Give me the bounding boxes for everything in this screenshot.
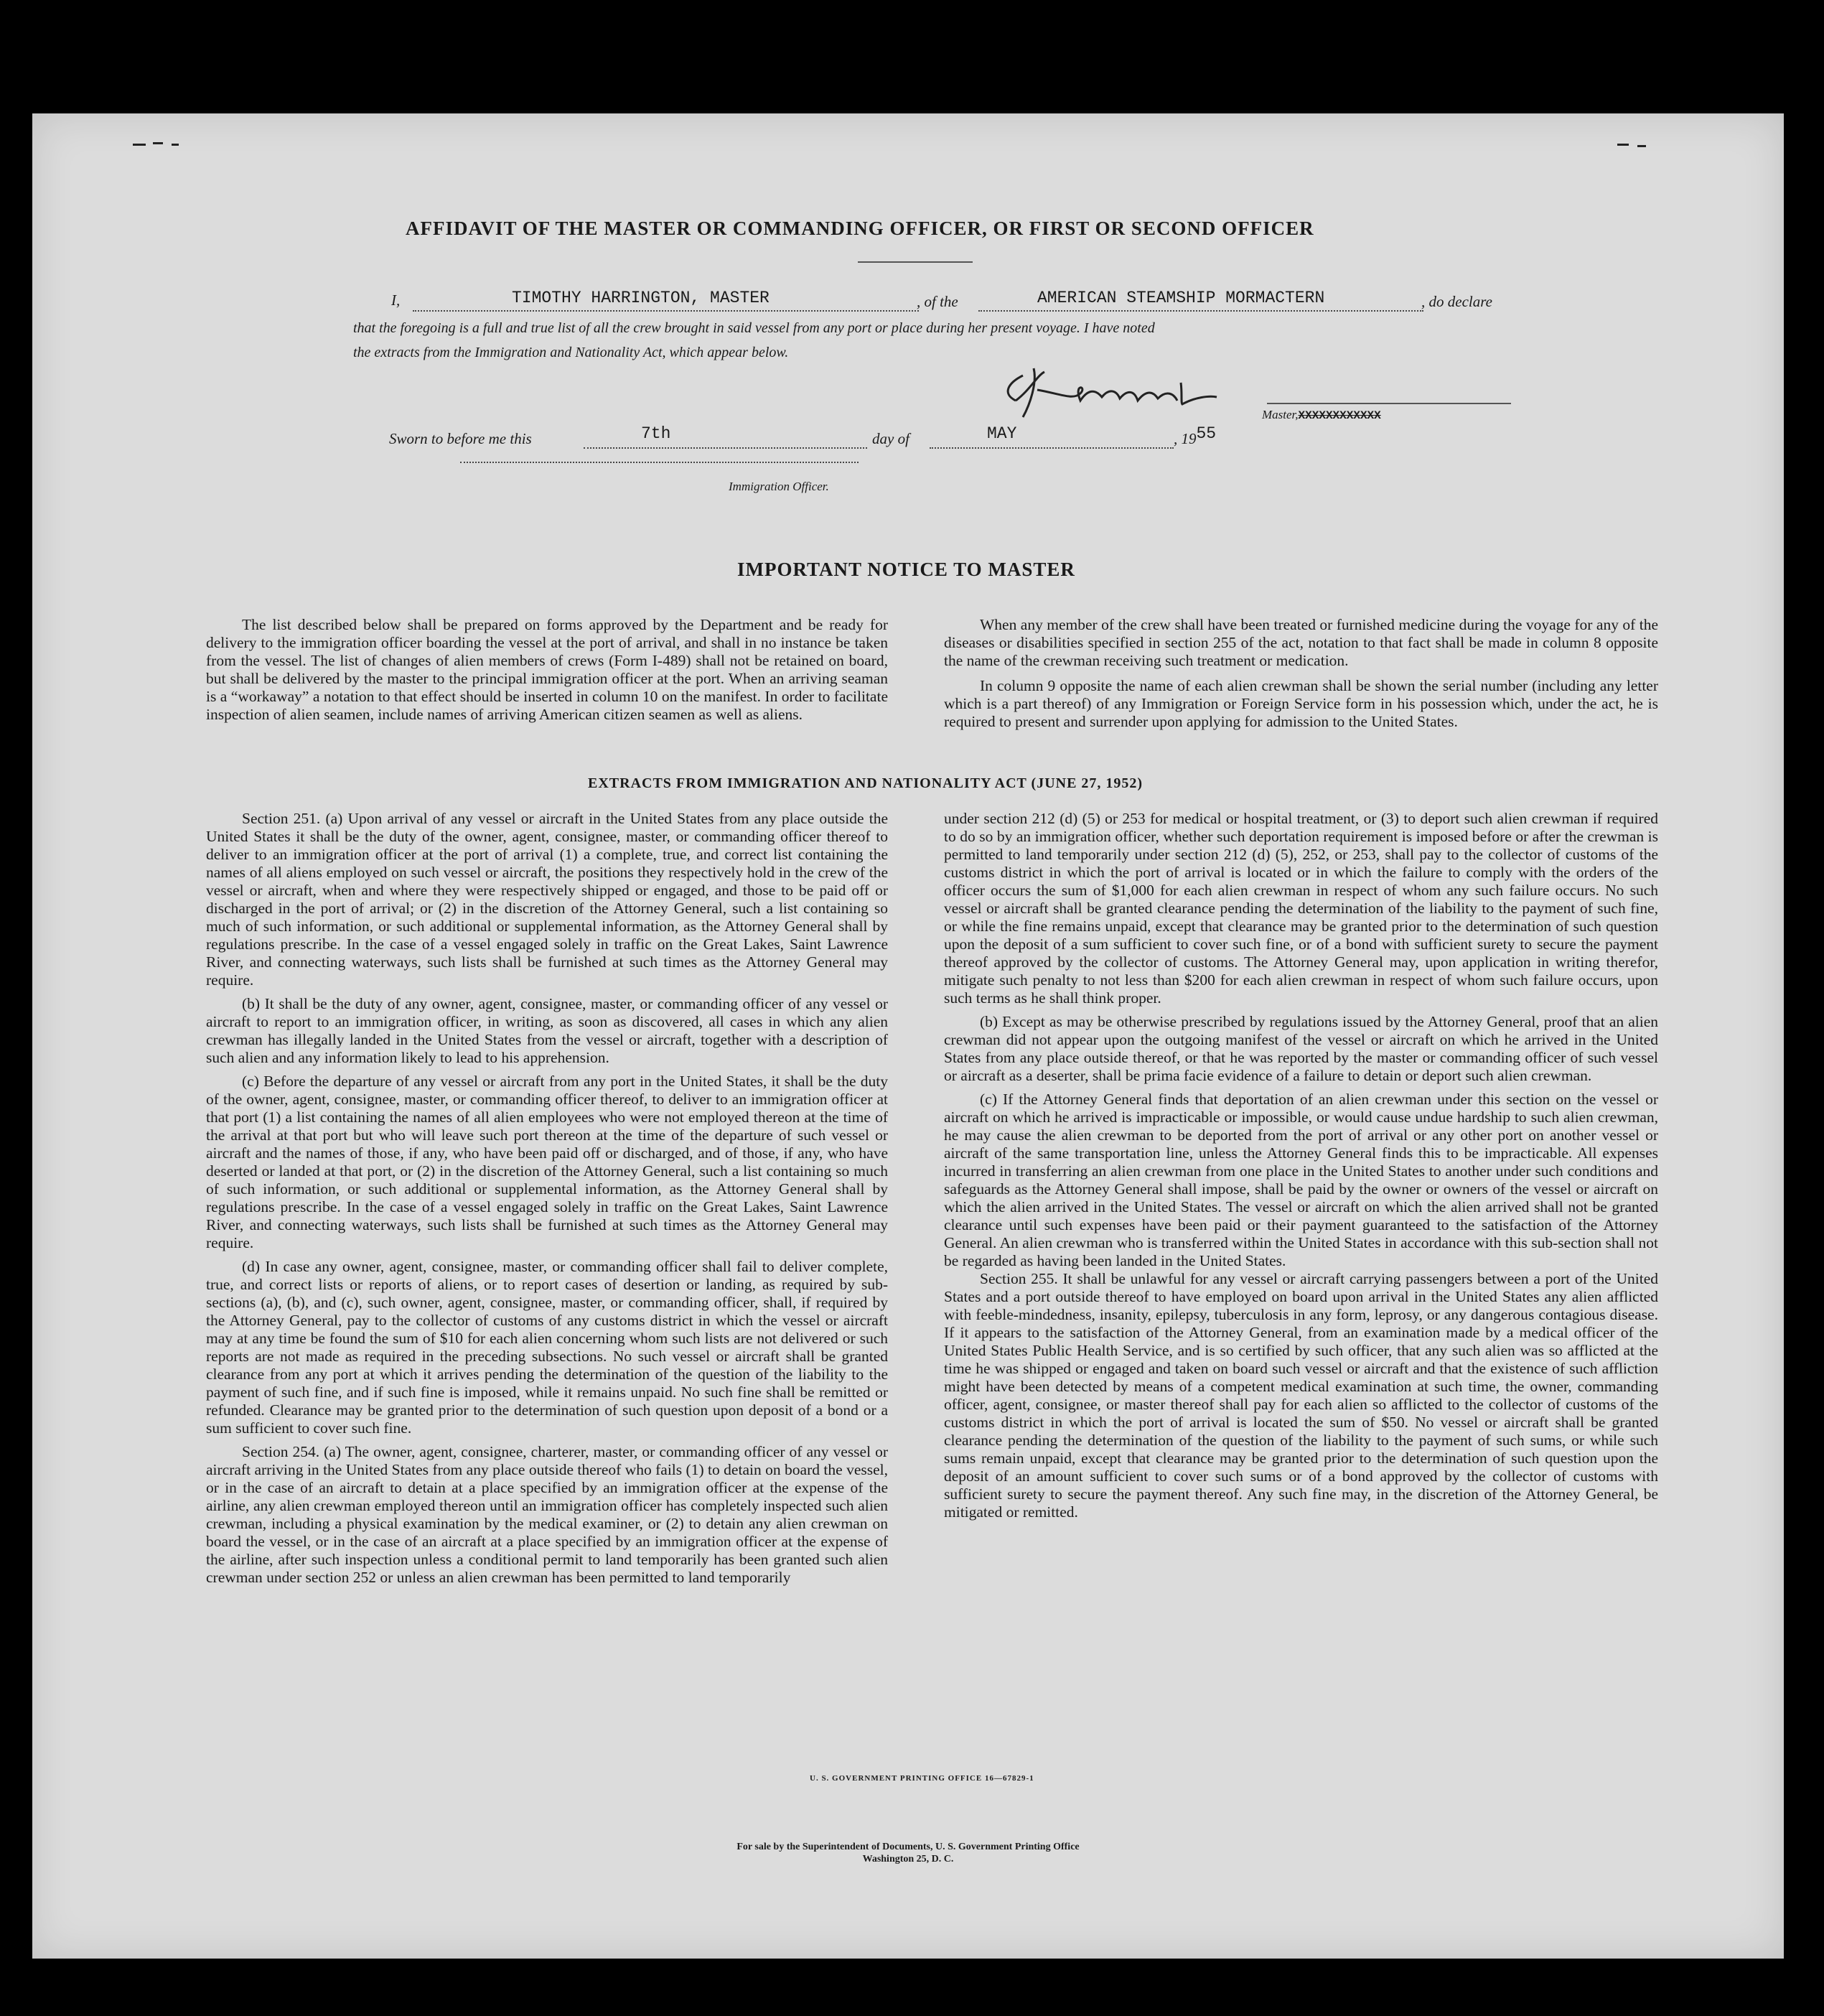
statement-line-2: the extracts from the Immigration and Nationality Act, which appear below. [353,345,789,360]
sworn-day-field [584,424,867,449]
section-254-c: (c) If the Attorney General finds that deportation of an alien crewman under this section on the vessel or aircraft on which he arrived is impracticable or impossible, or would cause undue hardship to such alien crewman, he may cause the alien crewman to be deported from the port of arrival or any other port on another vessel or aircraft of the same transportation line, unless the Attorney General finds this to be impracticable. All expenses incurred in transferring an alien crewman from one place in the United States to another under such conditions and safeguards as the Attorney General shall impose, shall be paid by the owner or owners of the vessel or aircraft on which the alien arrived in the United States. The vessel or aircraft on which the alien arrived shall not be granted clearance until such expenses have been paid or their payment guaranteed to the satisfaction of the Attorney General. An alien crewman who is transferred within the United States in accordance with this sub-section shall not be regarded as having been landed in the United States. [944,1091,1658,1269]
section-251-b: (b) It shall be the duty of any owner, agent, consignee, master, or commanding officer of any vessel or aircraft to report to an immigration officer, in writing, as soon as discovered, all cases in which any alien crewman has illegally landed in the United States from the vessel or aircraft, together with a description of such alien and any information likely to lead to his apprehension. [206,995,888,1066]
year-value: 55 [1196,424,1217,443]
declaration-line [391,291,400,309]
year-label: , 1955 [1174,424,1217,447]
vessel-field [978,289,1423,312]
margin-mark [1637,145,1646,147]
signature-line [1267,403,1511,404]
margin-mark [172,144,179,146]
margin-mark [1617,144,1629,146]
document-page [32,113,1784,1959]
section-254-b: (b) Except as may be otherwise prescribed by regulations issued by the Attorney General, proof that an alien crewman did not appear upon the outgoing manifest of the vessel or aircraft on which he arrived in the United States from any place outside thereof, or that he was reported by the master or commanding officer of such vessel or aircraft as a deserter, shall be prima facie evidence of a failure to detain or deport such alien crewman. [944,1013,1658,1084]
statement-line-1: that the foregoing is a full and true list of all the crew brought in said vessel from any port or place during her present voyage. I have noted [353,320,1155,336]
of-the-label: , of the [917,293,958,310]
notice-left-paragraph: The list described below shall be prepared on forms approved by the Department and be ready for delivery to the immigration officer boarding the vessel at the port of arrival, and shall in no instance be taken from the vessel. The list of changes of alien members of crews (Form I-489) shall not be retained on board, but shall be delivered by the master to the principal immigration officer at the port. When an arriving seaman is a “workaway” a notation to that effect should be inserted in column 10 on the manifest. In order to facilitate inspection of alien seamen, include names of arriving American citizen seamen as well as aliens. [206,616,888,723]
margin-mark [133,144,146,146]
margin-mark [153,142,163,144]
sworn-label: Sworn to before me this [389,430,532,447]
vessel-value: AMERICAN STEAMSHIP MORMACTERN [1037,289,1325,307]
master-label: Master,XXXXXXXXXXXX [1262,408,1381,422]
i-label: I, [391,291,401,309]
notice-right-paragraph-2: In column 9 opposite the name of each alien crewman shall be shown the serial number (including any letter which is a part thereof) of any Immigration or Foreign Service form in his possession which, under the act, he is required to present and surrender upon applying for admission to the United States. [944,677,1658,730]
sworn-month-value: MAY [987,424,1017,443]
divider [858,261,973,263]
name-field [413,289,919,312]
printing-office-line: U. S. GOVERNMENT PRINTING OFFICE 16—67829-1 [810,1774,1034,1783]
section-251-c: (c) Before the departure of any vessel or aircraft from any port in the United States, it shall be the duty of the owner, agent, consignee, master, or commanding officer thereof, to deliver to an immigration officer at that port (1) a list containing the names of all alien employees who were not employed thereon at the time of the arrival at that port but who will leave such port thereon at the time of the departure of such vessel or aircraft and the names of those, if any, who have been paid off or discharged, and of those, if any, who have deserted or landed at that port, or (2) in the discretion of the Attorney General, such a list containing so much of such information, or such additional or supplemental information, as the Attorney General shall by regulations prescribe. In the case of a vessel engaged solely in traffic on the Great Lakes, Saint Lawrence River, and connecting waterways, such lists shall be furnished at such times as the Attorney General may require. [206,1073,888,1251]
section-251-a: Section 251. (a) Upon arrival of any vessel or aircraft in the United States from any place outside the United States it shall be the duty of the owner, agent, consignee, master, or commanding officer thereof to deliver to an immigration officer at the port of arrival (1) a complete, true, and correct list containing the names of all aliens employed on such vessel or aircraft, the positions they respectively hold in the crew of the vessel or aircraft, when and where they were respectively shipped or engaged, and those to be paid off or discharged in the port of arrival; or (2) in the discretion of the Attorney General, such a list containing so much of such information, or such additional or supplemental information, as the Attorney General shall by regulations prescribe. In the case of a vessel engaged solely in traffic on the Great Lakes, Saint Lawrence River, and connecting waterways, such lists shall be furnished at such times as the Attorney General may require. [206,810,888,989]
immigration-officer-label: Immigration Officer. [729,480,829,493]
affidavit-title: AFFIDAVIT OF THE MASTER OR COMMANDING OFFICER, OR FIRST OR SECOND OFFICER [406,218,1314,239]
notice-right-paragraph-1: When any member of the crew shall have been treated or furnished medicine during the voyage for any of the diseases or disabilities specified in section 255 of the act, notation to that fact shall be made in column 8 opposite the name of the crewman receiving such treatment or medication. [944,616,1658,669]
sworn-month-field [930,424,1174,449]
sale-notice [535,1841,1281,1865]
sale-line-2: Washington 25, D. C. [862,1854,954,1865]
section-251-d: (d) In case any owner, agent, consignee, master, or commanding officer shall fail to deliver complete, true, and correct lists or reports of aliens, or to report cases of desertion or landing, as required by sub-sections (a), (b), and (c), such owner, agent, consignee, master, or commanding officer, shall, if required by the Attorney General, pay to the collector of customs of any customs district in which the vessel or aircraft may at any time be found the sum of $10 for each alien concerning whom such lists are not delivered or such reports are not made as required in the preceding subsections. No such vessel or aircraft shall be granted clearance from any port at which it arrives pending the determination of the question of the liability to the payment of such fine, and if such fine is imposed, while it remains unpaid. No such fine shall be remitted or refunded. Clearance may be granted prior to the determination of such question upon deposit of a bond or a sum sufficient to cover such fine. [206,1258,888,1437]
notice-title: IMPORTANT NOTICE TO MASTER [737,559,1075,580]
extracts-right-column [944,810,1658,1521]
section-255: Section 255. It shall be unlawful for any vessel or aircraft carrying passengers between a port of the United States and a port outside thereof to have employed on board upon arrival in the United States any alien afflicted with feeble-mindedness, insanity, epilepsy, tuberculosis in any form, leprosy, or any dangerous contagious disease. If it appears to the satisfaction of the Attorney General, from an examination made by a medical officer of the United States Public Health Service, and is so certified by such officer, that any such alien was so afflicted at the time he was shipped or engaged and taken on board such vessel or aircraft and that the existence of such affliction might have been detected by means of a competent medical examination at such time, the owner, commanding officer, agent, consignee, or master thereof shall pay for each alien so afflicted to the collector of customs of the customs district in which the port of arrival is located the sum of $50. No vessel or aircraft shall be granted clearance pending the determination of the question of the liability to the payment of such sums, or while such sums remain unpaid, except that clearance may be granted prior to the determination of such question upon the deposit of an amount sufficient to cover such sums or of a bond approved by the collector of customs with sufficient surety to secure the payment thereof. Any such fine may, in the discretion of the Attorney General, be mitigated or remitted. [944,1270,1658,1521]
notice-left-column [206,616,888,724]
extracts-title: EXTRACTS FROM IMMIGRATION AND NATIONALITY ACT (JUNE 27, 1952) [588,775,1143,791]
notice-right-column [944,616,1658,731]
name-value: TIMOTHY HARRINGTON, MASTER [512,289,770,307]
section-254-a: Section 254. (a) The owner, agent, consignee, charterer, master, or commanding officer of any vessel or aircraft arriving in the United States from any place outside thereof who fails (1) to detain on board the vessel, or in the case of an aircraft to detain at a place specified by an immigration officer at the expense of the airline, any alien crewman employed thereon until an immigration officer has completely inspected such alien crewman, including a physical examination by the medical examiner, or (2) to detain any alien crewman on board the vessel, or in the case of an aircraft at a place specified by an immigration officer at the expense of the airline, after such inspection unless a conditional permit to land temporarily has been granted such alien crewman under section 252 or unless an alien crewman has been permitted to land temporarily [206,1443,888,1586]
extracts-left-column [206,810,888,1587]
section-254-a-continued: under section 212 (d) (5) or 253 for medical or hospital treatment, or (3) to deport such alien crewman if required to do so by an immigration officer, whether such deportation requirement is imposed before or after the crewman is permitted to land temporarily under section 212 (d) (5), 252, or 253, shall pay to the collector of customs of the customs district in which the port of arrival is located or in which the failure to comply with the orders of the officer occurs the sum of $1,000 for each alien crewman in respect of whom any such failure occurs. No such vessel or aircraft shall be granted clearance pending the determination of the liability to the payment of such fine, or while the fine remains unpaid, except that clearance may be granted prior to the determination of such question upon the deposit of a sum sufficient to cover such fine, or of a bond with sufficient surety to secure the payment thereof approved by the collector of customs. The Attorney General may, upon application in writing therefor, mitigate such penalty to not less than $200 for each alien crewman in respect of whom such failure occurs, upon such terms as he shall think proper. [944,810,1658,1007]
do-declare-label: , do declare [1421,293,1492,310]
officer-signature-line [460,462,859,463]
day-of-label: day of [872,430,909,447]
master-strikeout: XXXXXXXXXXXX [1298,409,1381,422]
master-signature [994,361,1267,419]
sale-line-1: For sale by the Superintendent of Documents, U. S. Government Printing Office [736,1842,1080,1852]
sworn-day-value: 7th [641,424,671,443]
